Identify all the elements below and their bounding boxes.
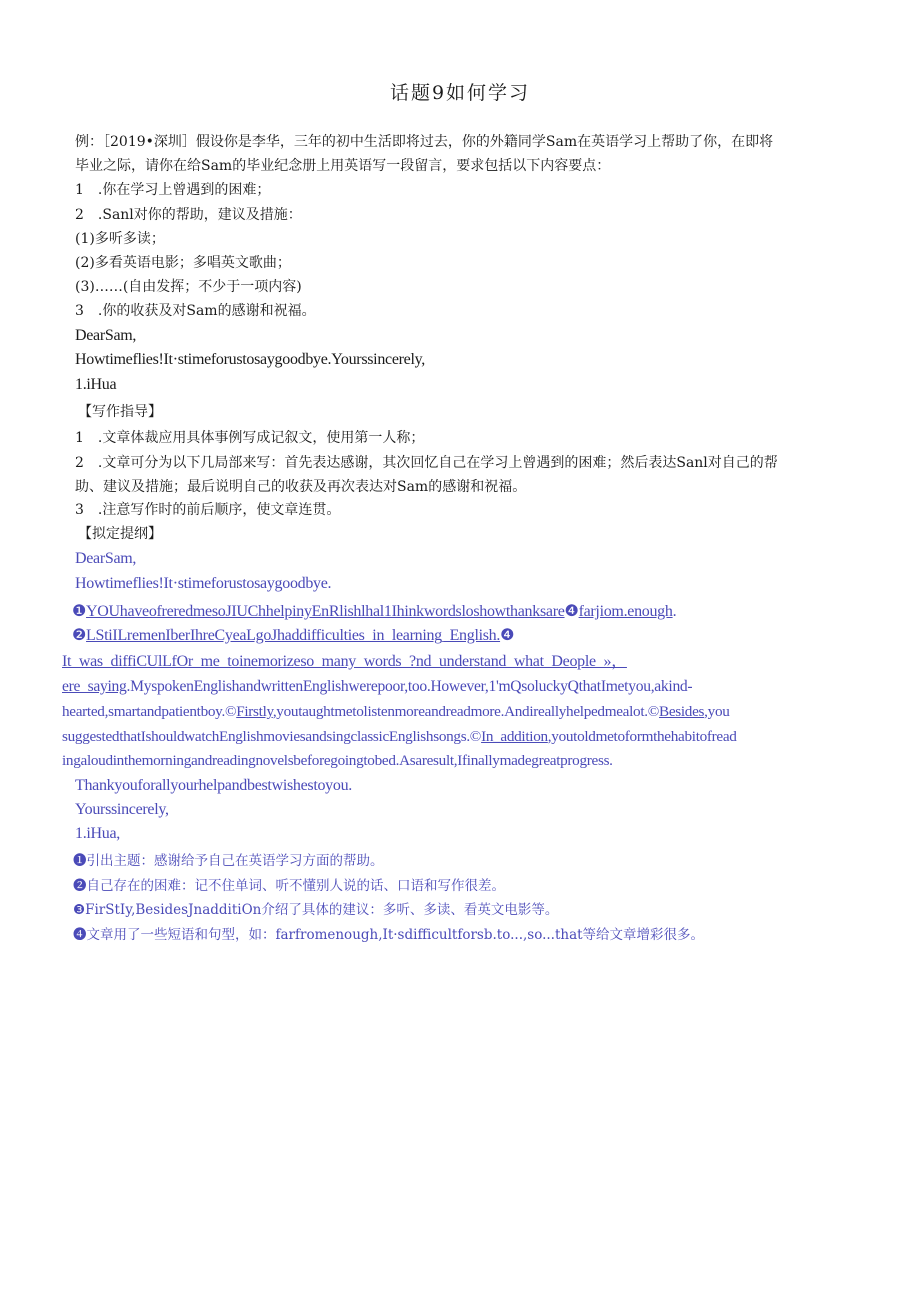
- note-4: ❹文章用了一些短语和句型，如：farfromenough,It·sdifficultforsb.to...,so...that等给文章增彩很多。: [73, 927, 705, 943]
- outline-signature: 1.iHua,: [75, 825, 121, 842]
- prompt-signature: 1.iHua: [75, 376, 117, 393]
- outline-line-7: ingaloudinthemorningandreadingnovelsbeforegoingtobed.Asaresult,Ifinallymadegreatprogress.: [62, 752, 613, 769]
- outline-line-6-a: suggestedthatIshouldwatchEnglishmoviesandsingclassicEnglishsongs.©: [62, 728, 482, 745]
- outline-line-1-end: .: [672, 603, 677, 620]
- outline-line-4: [62, 677, 692, 697]
- outline-line-1: [72, 602, 676, 622]
- marker-4: ❹: [564, 603, 579, 620]
- prompt-sub-3: (3)……(自由发挥；不少于一项内容): [75, 279, 302, 295]
- prompt-intro-line-1: 例：［2019•深圳］假设你是李华，三年的初中生活即将过去，你的外籍同学Sam在英语学习上帮助了你，在即将: [75, 134, 774, 150]
- prompt-sub-1: (1)多听多读；: [75, 231, 165, 247]
- outline-line-3-link: It_was_diffiCUlLfOr_me_toinemorizeso_many_words_?nd_understand_what_Deople_»，: [62, 653, 627, 670]
- guide-item-3: 3 .注意写作时的前后顺序，使文章连贯。: [75, 502, 341, 518]
- marker-1: ❶: [72, 603, 87, 620]
- outline-line-5-b: ,youtaughtmetolistenmoreandreadmore.Andireallyhelpedmealot.©: [272, 703, 659, 720]
- note-3: ❸FirStIy,BesidesJnadditiOn介绍了具体的建议：多听、多读、看英文电影等。: [73, 902, 559, 918]
- besides-link: Besides: [659, 703, 705, 720]
- outline-line-2-link: LStiILremenIberIhreCyeaLgoJhaddifficulties_in_learning_English.: [86, 627, 501, 644]
- outline-heading: 【拟定提纲】: [78, 526, 162, 542]
- marker-4b: ❹: [500, 627, 515, 644]
- prompt-point-3: 3 .你的收获及对Sam的感谢和祝福。: [75, 303, 316, 319]
- prompt-greeting: DearSam,: [75, 327, 137, 344]
- outline-line-6: [62, 727, 737, 747]
- outline-line-3: [62, 652, 627, 672]
- outline-line-5-a: hearted,smartandpatientboy.©: [62, 703, 237, 720]
- outline-line-4-text: .MyspokenEnglishandwrittenEnglishwerepoor,too.However,1'mQsoluckyQthatImetyou,akind-: [126, 678, 693, 695]
- guide-item-2a: 2 .文章可分为以下几局部来写：首先表达感谢，其次回忆自己在学习上曾遇到的困难；然后表达Sanl对自己的帮: [75, 455, 778, 471]
- prompt-point-1: 1 .你在学习上曾遇到的困难；: [75, 182, 271, 198]
- outline-line-1-link: YOUhaveofreredmesoJIUChhelpinyEnRlishlhal1Ihinkwordsloshowthanksare: [86, 603, 565, 620]
- outline-greeting: DearSam,: [75, 550, 137, 567]
- guide-heading: 【写作指导】: [78, 404, 162, 420]
- guide-item-2b: 助、建议及措施；最后说明自己的收获及再次表达对Sam的感谢和祝福。: [75, 479, 527, 495]
- page-title: 话题9如何学习: [389, 82, 531, 104]
- outline-thanks: Thankyouforallyourhelpandbestwishestoyou.: [75, 777, 352, 794]
- firstly-link: Firstly: [236, 703, 273, 720]
- outline-line-6-b: ,youtoldmetoformthehabitofread: [547, 728, 737, 745]
- outline-line-5-c: ,you: [704, 703, 730, 720]
- outline-line-2: [72, 626, 514, 646]
- outline-line-5: [62, 702, 730, 722]
- outline-line-1-link-2: farjiom.enough: [578, 603, 673, 620]
- prompt-point-2: 2 .Sanl对你的帮助，建议及措施：: [75, 207, 302, 223]
- marker-2: ❷: [72, 627, 87, 644]
- in-addition-link: In_addition: [481, 728, 548, 745]
- outline-line-4-link: ere_saying: [62, 678, 127, 695]
- outline-closing: Yourssincerely,: [75, 801, 169, 818]
- prompt-sub-2: (2)多看英语电影；多唱英文歌曲；: [75, 255, 291, 271]
- outline-opening: Howtimeflies!It·stimeforustosaygoodbye.: [75, 575, 332, 592]
- note-2: ❷自己存在的困难：记不住单词、听不懂别人说的话、口语和写作很差。: [73, 878, 505, 894]
- prompt-intro-line-2: 毕业之际，请你在给Sam的毕业纪念册上用英语写一段留言，要求包括以下内容要点：: [75, 158, 611, 174]
- note-1: ❶引出主题：感谢给予自己在英语学习方面的帮助。: [73, 853, 384, 869]
- prompt-body: Howtimeflies!It·stimeforustosaygoodbye.Yourssincerely,: [75, 351, 425, 368]
- guide-item-1: 1 .文章体裁应用具体事例写成记叙文，使用第一人称；: [75, 430, 425, 446]
